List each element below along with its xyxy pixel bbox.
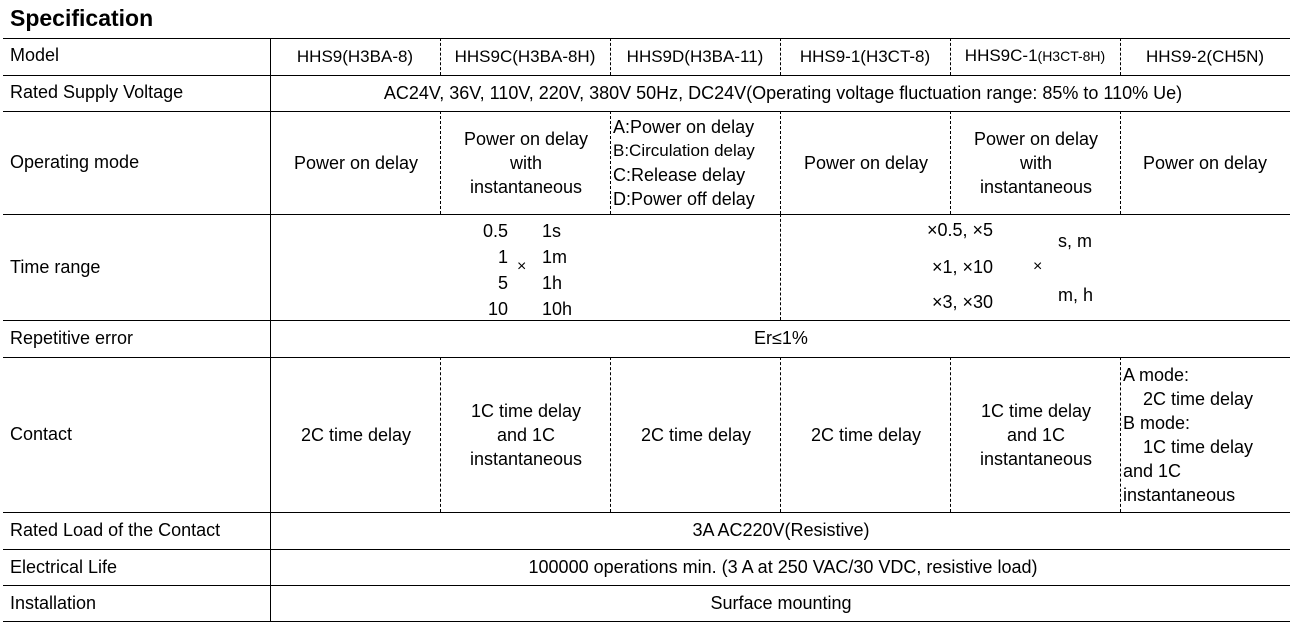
cell-line: 10 (487, 299, 508, 319)
table-top-rule (3, 38, 1290, 39)
row-label-model: Model (10, 45, 60, 65)
column-divider (950, 357, 951, 512)
cell-line: 1C time delay (1143, 437, 1254, 457)
row-rule (3, 549, 1290, 550)
column-divider (610, 111, 611, 214)
cell-line: Power on delay (973, 129, 1099, 149)
time-factor: ×1, ×10 (932, 257, 994, 277)
page-title: Specification (10, 5, 154, 31)
row-label-operating-mode: Operating mode (10, 152, 140, 172)
row-rule (3, 320, 1290, 321)
cell-line: instantaneous (1123, 485, 1236, 505)
column-divider (1120, 111, 1121, 214)
cell-line: A:Power on delay (613, 117, 755, 137)
row-label-time-range: Time range (10, 257, 101, 277)
cell-line: C:Release delay (613, 165, 746, 185)
model-cell: HHS9(H3BA-8) (296, 47, 414, 66)
cell-line: 1C time delay (980, 401, 1092, 421)
cell-line: 5 (497, 273, 508, 293)
cell-line: and 1C (496, 425, 556, 445)
column-divider (950, 111, 951, 214)
table-bottom-rule (3, 621, 1290, 622)
operating-mode-cell: Power on delay (293, 153, 419, 173)
rated-load-value: 3A AC220V(Resistive) (692, 520, 870, 540)
contact-cell: 2C time delay (810, 425, 922, 445)
cell-line: 10h (542, 299, 573, 319)
column-divider (440, 111, 441, 214)
row-rule (3, 357, 1290, 358)
column-divider (780, 38, 781, 75)
column-divider (1120, 38, 1121, 75)
contact-cell: 2C time delay (300, 425, 412, 445)
installation-value: Surface mounting (710, 593, 852, 613)
operating-mode-cell (613, 115, 755, 211)
column-divider (440, 357, 441, 512)
cell-line: 0.5 (482, 221, 508, 241)
operating-mode-cell (464, 127, 588, 199)
cell-line: D:Power off delay (613, 189, 755, 209)
column-divider (780, 357, 781, 512)
cell-line: Power on delay (463, 129, 589, 149)
contact-cell (980, 399, 1092, 471)
cell-line: with (509, 153, 543, 173)
column-divider (780, 214, 781, 320)
cell-line: 1C time delay (470, 401, 582, 421)
row-rule (3, 75, 1290, 76)
cell-line: A mode: (1123, 365, 1190, 385)
cell-line: 1m (542, 247, 568, 267)
cell-line: B mode: (1123, 413, 1191, 433)
times-sign: × (1033, 258, 1043, 275)
time-multipliers (478, 218, 508, 322)
column-divider (610, 357, 611, 512)
cell-line: instantaneous (979, 177, 1093, 197)
model-cell (965, 46, 1105, 66)
operating-mode-cell: Power on delay (803, 153, 929, 173)
column-divider (1120, 357, 1121, 512)
cell-line: instantaneous (469, 177, 583, 197)
time-factor: ×0.5, ×5 (927, 220, 994, 240)
time-units (542, 218, 572, 322)
model-cell: HHS9-2(CH5N) (1145, 47, 1265, 66)
cell-line: instantaneous (979, 449, 1093, 469)
row-label-contact: Contact (10, 424, 73, 444)
cell-line: and 1C (1123, 461, 1182, 481)
time-unit: s, m (1058, 231, 1092, 251)
contact-cell: 2C time delay (640, 425, 752, 445)
row-rule (3, 512, 1290, 513)
label-column-divider (270, 38, 271, 621)
time-factor: ×3, ×30 (932, 292, 994, 312)
cell-line: instantaneous (469, 449, 583, 469)
model-cell: HHS9C(H3BA-8H) (454, 47, 596, 66)
cell-line: B:Circulation delay (613, 141, 755, 160)
contact-cell (1123, 363, 1253, 507)
model-code: (H3CT-8H) (1037, 48, 1106, 64)
cell-line: and 1C (1006, 425, 1066, 445)
row-rule (3, 111, 1290, 112)
row-rule (3, 585, 1290, 586)
column-divider (610, 38, 611, 75)
cell-line: 1 (497, 247, 508, 267)
cell-line: 1h (542, 273, 563, 293)
row-label-rated-load: Rated Load of the Contact (10, 520, 221, 540)
operating-mode-cell: Power on delay (1142, 153, 1268, 173)
model-name: HHS9C-1 (964, 46, 1038, 65)
column-divider (440, 38, 441, 75)
column-divider (950, 38, 951, 75)
row-label-repetitive-error: Repetitive error (10, 328, 134, 348)
row-label-installation: Installation (10, 593, 97, 613)
times-sign: × (517, 258, 527, 275)
repetitive-error-value: Er≤1% (754, 328, 808, 348)
row-label-supply-voltage: Rated Supply Voltage (10, 82, 184, 102)
electrical-life-value: 100000 operations min. (3 A at 250 VAC/30 VDC, resistive load) (528, 557, 1038, 577)
model-cell: HHS9D(H3BA-11) (626, 47, 764, 66)
model-cell: HHS9-1(H3CT-8) (799, 47, 931, 66)
cell-line: 2C time delay (1143, 389, 1254, 409)
supply-voltage-value: AC24V, 36V, 110V, 220V, 380V 50Hz, DC24V(Operating voltage fluctuation range: 85% to 110% Ue) (383, 83, 1183, 103)
cell-line: with (1019, 153, 1053, 173)
row-rule (3, 214, 1290, 215)
operating-mode-cell (974, 127, 1098, 199)
column-divider (780, 111, 781, 214)
contact-cell (470, 399, 582, 471)
row-label-electrical-life: Electrical Life (10, 557, 118, 577)
time-unit: m, h (1058, 285, 1094, 305)
cell-line: 1s (542, 221, 562, 241)
